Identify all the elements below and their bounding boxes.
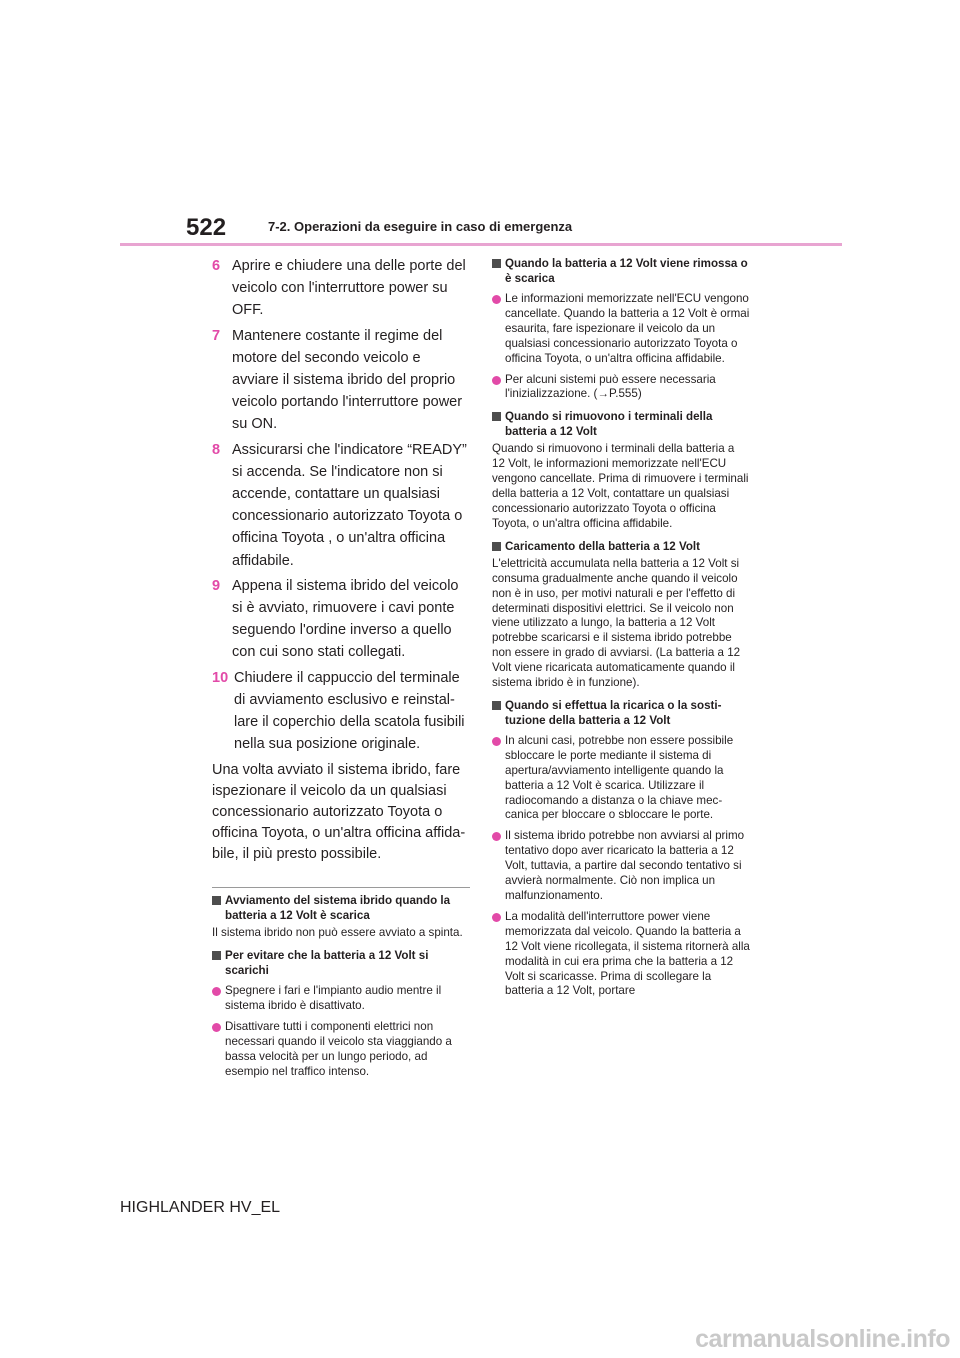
- header-rule: [120, 243, 842, 246]
- watermark: carmanualsonline.info: [695, 1325, 950, 1353]
- bullet-item: [492, 734, 750, 823]
- note-heading-text: Quando si rimuovono i terminali della batteria a 12 Volt: [505, 410, 713, 439]
- left-column: [212, 255, 470, 1080]
- step-10: [212, 667, 470, 756]
- step-7: [212, 325, 470, 436]
- note-heading: [492, 698, 750, 728]
- note-heading-text: Quando si effettua la ricarica o la sostituzione della batteria a 12 Volt: [505, 698, 722, 727]
- note-text: Quando si rimuovono i terminali della batteria a 12 Volt, le informazioni memorizzate nell'ECU vengono cancellate. Prima di rimuovere i terminali della batteria a 12 Volt, contattare un qualsiasi concessionario autorizzato Toyota o officina Toyota, o un'altra officina affidabile.: [492, 442, 749, 530]
- note-heading-text: Per evitare che la batteria a 12 Volt si scarichi: [225, 949, 429, 978]
- step-text: Mantenere costante il regime del motore del secondo veicolo e avviare il sistema ibrido del proprio veicolo portando l'interruttore power su ON.: [232, 327, 463, 433]
- circle-bullet-icon: [492, 376, 501, 385]
- square-bullet-icon: [212, 951, 221, 960]
- bullet-text: La modalità dell'interruttore power viene memorizzata dal veicolo. Quando la batteria a 12 Volt viene ricollegata, il sistema ritornerà alla modalità in cui era prima che la batteria a 12 Volt si scaricasse. Prima di scollegare la batteria a 12 Volt, portare: [505, 909, 750, 998]
- step-number: 9: [212, 577, 221, 594]
- step-number: 10: [212, 669, 229, 686]
- step-text: Chiudere il cappuccio del terminale di avviamento esclusivo e reinstallare il coperchio della scatola fusibili nella sua posizione originale.: [234, 669, 465, 753]
- step-6: [212, 255, 470, 322]
- step-text: Aprire e chiudere una delle porte del veicolo con l'interruttore power su OFF.: [232, 258, 466, 319]
- page-number: 522: [186, 214, 227, 241]
- model-footer: HIGHLANDER HV_EL: [120, 1199, 281, 1216]
- section-title: 7-2. Operazioni da eseguire in caso di emergenza: [268, 219, 573, 234]
- note-heading: [492, 539, 750, 554]
- note-heading: [492, 256, 750, 286]
- bullet-text: Spegnere i fari e l'impianto audio mentre il sistema ibrido è disattivato.: [225, 984, 442, 1013]
- bullet-text: In alcuni casi, potrebbe non essere possibile sbloccare le porte mediante il sistema di apertura/avviamento intelligente quando la batteria a 12 Volt è scarica. Utilizzare il radiocomando a distanza o la chiave meccanica per bloccare o sbloccare le porte.: [505, 733, 734, 822]
- note-heading: [492, 409, 750, 439]
- bullet-item: [212, 984, 470, 1014]
- step-text: Appena il sistema ibrido del veicolo si è avviato, rimuovere i cavi ponte seguendo l'ordine inverso a quello con cui sono stati collegati.: [232, 577, 459, 661]
- bullet-text: Il sistema ibrido potrebbe non avviarsi al primo tentativo dopo aver ricaricato la batteria a 12 Volt, tuttavia, a partire dal secondo tentativo si avvierà normalmente. Ciò non implica un malfunzionamento.: [505, 829, 745, 902]
- step-number: 8: [212, 441, 221, 458]
- note-heading: [212, 948, 470, 978]
- step-number: 7: [212, 327, 221, 344]
- bullet-text: Per alcuni sistemi può essere necessaria l'inizializzazione. (→P.555): [505, 372, 716, 401]
- step-8: [212, 439, 470, 572]
- circle-bullet-icon: [492, 295, 501, 304]
- note-text: Il sistema ibrido non può essere avviato a spinta.: [212, 926, 463, 940]
- circle-bullet-icon: [492, 913, 501, 922]
- note-heading: [212, 893, 470, 923]
- square-bullet-icon: [492, 412, 501, 421]
- bullet-item: [492, 292, 750, 367]
- square-bullet-icon: [492, 542, 501, 551]
- bullet-item: [212, 1020, 470, 1080]
- section-divider: [212, 887, 470, 888]
- step-text: Assicurarsi che l'indicatore “READY” si accenda. Se l'indicatore non si accende, contattare un qualsiasi concessionario autorizzato Toyota o officina Toyota , o un'altra officina affidabile.: [232, 441, 467, 569]
- note-text: L'elettricità accumulata nella batteria a 12 Volt si consuma gradualmente anche quando il veicolo non è in uso, per motivi naturali e per l'effetto di determinati dispositivi elettrici. Se il veicolo non viene utilizzato a lungo, la batteria a 12 Volt potrebbe scaricarsi e il sistema ibrido potrebbe non essere in grado di avviarsi. (La batteria a 12 Volt viene ricaricata automaticamente quando il sistema ibrido è in funzione).: [492, 556, 741, 690]
- note-heading-text: Caricamento della batteria a 12 Volt: [505, 539, 701, 553]
- square-bullet-icon: [492, 701, 501, 710]
- circle-bullet-icon: [492, 832, 501, 841]
- square-bullet-icon: [492, 259, 501, 268]
- circle-bullet-icon: [492, 737, 501, 746]
- bullet-text: Disattivare tutti i componenti elettrici non necessari quando il veicolo sta viaggiando a bassa velocità per un lungo periodo, ad esempio nel traffico intenso.: [225, 1020, 452, 1078]
- note-heading-text: Avviamento del sistema ibrido quando la batteria a 12 Volt è scarica: [225, 894, 451, 923]
- step-9: [212, 575, 470, 664]
- note-heading-text: Quando la batteria a 12 Volt viene rimossa o è scarica: [505, 257, 748, 285]
- circle-bullet-icon: [212, 1023, 221, 1032]
- step-number: 6: [212, 258, 221, 274]
- circle-bullet-icon: [212, 987, 221, 996]
- right-column: [492, 256, 750, 999]
- square-bullet-icon: [212, 896, 221, 905]
- bullet-item: [492, 829, 750, 904]
- after-start-paragraph: Una volta avviato il sistema ibrido, fare ispezionare il veicolo da un qualsiasi concessionario autorizzato Toyota o officina Toyota, o un'altra officina affidabile, il più presto possibile.: [212, 762, 466, 863]
- bullet-text: Le informazioni memorizzate nell'ECU vengono cancellate. Quando la batteria a 12 Volt è ormai esaurita, fare ispezionare il veicolo da un qualsiasi concessionario autorizzato Toyota o officina Toyota, o un'altra officina affidabile.: [505, 292, 750, 365]
- bullet-item: [492, 373, 750, 403]
- bullet-item: [492, 910, 750, 999]
